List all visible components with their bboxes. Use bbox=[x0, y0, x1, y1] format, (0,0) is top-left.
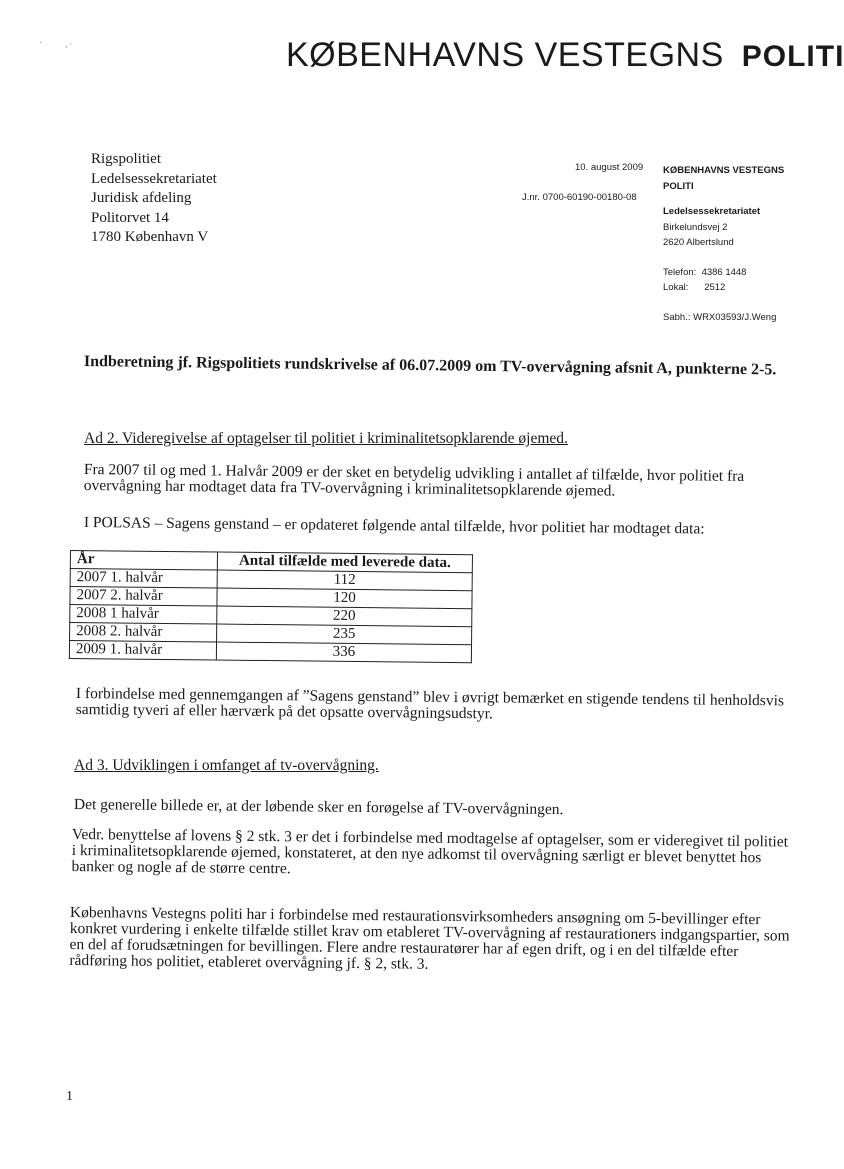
document-heading: Indberetning jf. Rigspolitiets rundskrivelse af 06.07.2009 om TV-overvågning afsnit A, punkterne 2-5. bbox=[83, 353, 777, 379]
table-row bbox=[69, 641, 471, 663]
table-cell-count: 120 bbox=[217, 588, 472, 609]
journal-number: J.nr. 0700-60190-00180-08 bbox=[522, 192, 637, 203]
section3-para2: Vedr. benyttelse af lovens § 2 stk. 3 er det i forbindelse med modtagelse af optagelser, som er videregivet til politiet i kriminalitetsopklarende øjemed, konstateret, at den nye adkomst til overvågning særligt er blevet benyttet hos banker og nogle af de større centre. bbox=[71, 826, 789, 878]
sender-sabh: Sabh.: WRX03593/J.Weng bbox=[663, 311, 777, 323]
section3-title: Ad 3. Udviklingen i omfanget af tv-overvågning. bbox=[74, 757, 379, 774]
scan-specks: ' , · bbox=[40, 40, 73, 49]
table-cell-count: 336 bbox=[216, 642, 471, 663]
table-header: Antal tilfælde med leverede data. bbox=[217, 552, 472, 573]
phone-label: Telefon: bbox=[663, 266, 697, 278]
section2-para1: Fra 2007 til og med 1. Halvår 2009 er der sket en betydelig udvikling i antallet af tilfælde, hvor politiet fra overvågning har modtaget data fra TV-overvågning i kriminalitetsopklarende øjemed. bbox=[83, 461, 745, 500]
table-cell-count: 112 bbox=[217, 570, 472, 591]
section2-para3: I forbindelse med gennemgangen af ”Sagens genstand” blev i øvrigt bemærket en stigende tendens til henholdsvis samtidig tyveri af eller hærværk på det opsatte overvågningsudstyr. bbox=[75, 685, 785, 723]
recipient-address bbox=[91, 150, 217, 248]
sender-phone-row bbox=[663, 265, 784, 281]
recipient-line: Ledelsessekretariatet bbox=[91, 170, 217, 187]
sender-local-row bbox=[663, 280, 784, 296]
table-cell-year: 2009 1. halvår bbox=[69, 641, 216, 661]
table-cell-year: 2008 1 halvår bbox=[70, 605, 217, 625]
table-cell-count: 235 bbox=[217, 624, 472, 645]
phone-number: 4386 1448 bbox=[701, 266, 747, 278]
section3-para1: Det generelle billede er, at der løbende sker en forøgelse af TV-overvågningen. bbox=[73, 796, 564, 819]
cases-table bbox=[69, 550, 473, 663]
sender-city: 2620 Albertslund bbox=[663, 237, 734, 248]
table-cell-year: 2008 2. halvår bbox=[70, 623, 217, 643]
table-cell-count: 220 bbox=[217, 606, 472, 627]
section2-para2: I POLSAS – Sagens genstand – er opdateret følgende antal tilfælde, hvor politiet har modtaget data: bbox=[83, 514, 705, 538]
recipient-line: Juridisk afdeling bbox=[91, 190, 192, 206]
letter-date: 10. august 2009 bbox=[575, 162, 644, 173]
letterhead-name: KØBENHAVNS VESTEGNS bbox=[286, 36, 724, 74]
sender-block bbox=[663, 163, 784, 325]
table-cell-year: 2007 1. halvår bbox=[70, 569, 217, 589]
letterhead-brand: POLITI bbox=[741, 40, 844, 73]
sender-line1: KØBENHAVNS VESTEGNS bbox=[663, 165, 785, 176]
recipient-line: 1780 København V bbox=[91, 229, 209, 245]
recipient-line: Politorvet 14 bbox=[91, 209, 169, 226]
table-header: År bbox=[70, 551, 217, 571]
local-label: Lokal: bbox=[663, 282, 689, 293]
page-number: 1 bbox=[66, 1089, 73, 1104]
section2-title: Ad 2. Videregivelse af optagelser til politiet i kriminalitetsopklarende øjemed. bbox=[84, 430, 568, 447]
sender-dept: Ledelsessekretariatet bbox=[663, 206, 761, 217]
table-cell-year: 2007 2. halvår bbox=[70, 587, 217, 607]
letterhead bbox=[286, 36, 844, 75]
section3-para3: Københavns Vestegns politi har i forbindelse med restaurationsvirksomheders ansøgning om 5-bevillinger efter konkret vurdering i enkelte tilfælde stillet krav om etableret TV-overvågning af restaurationers indgangspartier, som en del af forudsætningen for bevillingen. Flere andre restauratører har af egen drift, og i en del tilfælde efter rådføring hos politiet, etableret overvågning jf. § 2, stk. 3. bbox=[69, 904, 790, 973]
sender-street: Birkelundsvej 2 bbox=[663, 221, 728, 233]
local-number: 2512 bbox=[704, 282, 726, 293]
recipient-line: Rigspolitiet bbox=[91, 151, 162, 167]
sender-line2: POLITI bbox=[663, 180, 694, 192]
